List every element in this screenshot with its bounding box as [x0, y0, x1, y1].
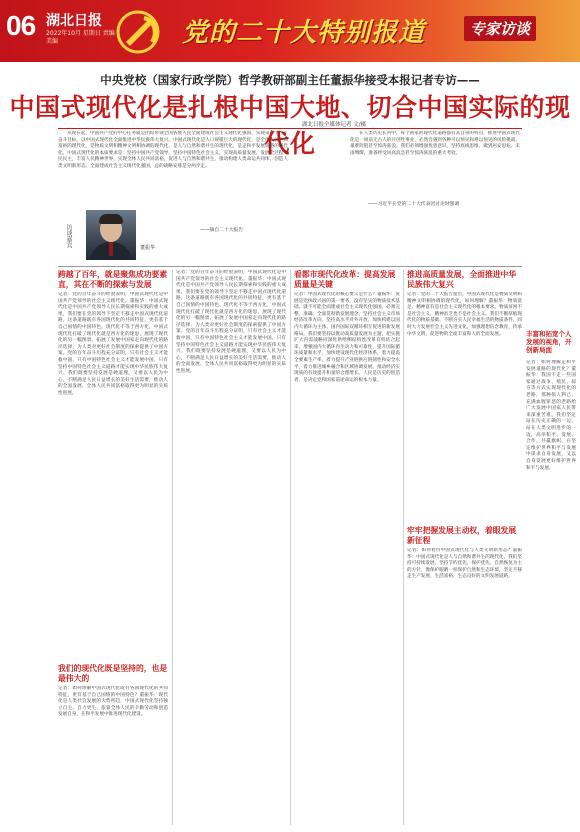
qa-answer: 记者：党的百年奋斗的经验表明，中国式现代化是中国共产党领导的社会主义现代化。董振华：中国式现代化是中国共产党领导人民长期探索和实践的重大成果，我们要在党的领导下坚定不移走中国式现代化道路，这条道路既有各国现代化的共同特征，更有基于自己国情的中国特色。现代化不等于西方化，中国式现代化打破了现代化就是西方化的迷思，展现了现代化的另一幅图景，拓展了发展中国家走向现代化的路径选择，为人类对更好社会制度的探索提供了中国方案。党的百年奋斗历程充分证明，只有社会主义才能救中国，只有中国特色社会主义才能发展中国，只有坚持中国特色社会主义道路才能实现中华民族伟大复兴。我们既要坚持发展是硬道理，又要以人民为中心，不断满足人民日益增长的美好生活需要，推动人的全面发展、全体人民共同富裕取得更为明显的实质性进展。	[58, 292, 168, 396]
qa-question: 推进高质量发展，全面推进中华民族伟大复兴	[407, 270, 517, 289]
column-divider	[403, 270, 404, 825]
portrait-caption: 访谈嘉宾	[65, 224, 72, 248]
qa-answer: 记者：中国式现代化的核心要义是什么？董振华：发展是党执政兴国的第一要务，没有坚实的物质技术基础，就不可能全面建成社会主义现代化强国。必须完整、准确、全面贯彻新发展理念，坚持社会主义市场经济改革方向，坚持高水平对外开放，加快构建以国内大循环为主体、国内国际双循环相互促进的新发展格局。我们要坚持以推动高质量发展为主题，把实施扩大内需战略同深化供给侧结构性改革有机结合起来，增强国内大循环内生动力和可靠性，提升国际循环质量和水平，加快建设现代化经济体系，着力提高全要素生产率，着力提升产业链供应链韧性和安全水平，着力推进城乡融合和区域协调发展，推动经济实现质的有效提升和量的合理增长。人民是历史的创造者，是决定党和国家前途命运的根本力量。	[294, 292, 400, 383]
page-number: 06	[6, 10, 36, 41]
article-headline: 中国式现代化是扎根中国大地、切合中国实际的现代化	[9, 93, 571, 158]
column-divider	[172, 270, 173, 825]
qa-question: 跨越了百年，就是聚焦成功要素直，其在不断的探索与发展	[58, 270, 168, 289]
interviewee-photo	[86, 210, 136, 260]
qa-question: 看都市现代化改革：提高发展质量是关键	[294, 270, 396, 289]
article-kicker: 中央党校（国家行政学院）哲学教研部副主任董振华接受本报记者专访——	[100, 73, 480, 87]
feature-subtitle: 专家访谈	[464, 16, 536, 41]
qa-answer: 记者：党的二十大报告提出，中国式现代化是物质文明和精神文明相协调的现代化，如何理解？董振华：物质富足、精神富有是社会主义现代化的根本要求。物质贫困不是社会主义，精神贫乏也不是社会主义。我们不断厚植现代化的物质基础，不断夯实人民幸福生活的物质条件，同时大力发展社会主义先进文化，加强理想信念教育，传承中华文明，促进物的全面丰富和人的全面发展。	[407, 292, 522, 337]
qa-answer: 记者：如何理解中国式现代化既有各国现代化的共同特征，更有基于自己国情的中国特色？董振华：现代化是人类社会发展的大势所趋，中国式现代化坚持独立自主、自力更生，依靠全体人民的辛勤劳动和创造发展自身，在和平发展中推进现代化建设。	[58, 686, 168, 718]
feature-title: 党的二十大特别报道	[182, 18, 426, 48]
column-divider	[290, 270, 291, 825]
article-byline: 湖北日报全媒体记者 文/摄	[302, 122, 367, 128]
section-divider	[58, 266, 522, 267]
lead-source-right: ——习近平在党的二十大代表团讨论时强调	[368, 202, 460, 207]
qa-answer: 记者：如何看待中国式现代化与人类文明新形态？董振华：中国式现代化是人与自然和谐共生的现代化，我们坚持可持续发展，坚持节约优先、保护优先、自然恢复为主的方针，像保护眼睛一样保护自然和生态环境，坚定不移走生产发展、生活富裕、生态良好的文明发展道路。	[407, 548, 522, 580]
headline-divider	[58, 128, 522, 129]
qa-answer: 记者：如何理解走和平发展道路的现代化？董振华：我国不走一些国家通过战争、殖民、掠夺等方式实现现代化的老路，那种损人利己、充满血腥罪恶的老路给广大发展中国家人民带来深重苦难。我们坚定站在历史正确的一边、站在人类文明进步的一边，高举和平、发展、合作、共赢旗帜，在坚定维护世界和平与发展中谋求自身发展，又以自身发展更好维护世界和平与发展。	[526, 360, 576, 471]
header-banner	[0, 0, 580, 62]
qa-answer: 记者：党的百年奋斗的经验表明，中国式现代化是中国共产党领导的社会主义现代化。董振华：中国式现代化是中国共产党领导人民长期探索和实践的重大成果，我们要在党的领导下坚定不移走中国式现代化道路，这条道路既有各国现代化的共同特征，更有基于自己国情的中国特色。现代化不等于西方化，中国式现代化打破了现代化就是西方化的迷思，展现了现代化的另一幅图景，拓展了发展中国家走向现代化的路径选择，为人类对更好社会制度的探索提供了中国方案。党的百年奋斗历程充分证明，只有社会主义才能救中国，只有中国特色社会主义才能发展中国，只有坚持中国特色社会主义道路才能实现中华民族伟大复兴。我们既要坚持发展是硬道理，又要以人民为中心，不断满足人民日益增长的美好生活需要，推动人的全面发展、全体人民共同富裕取得更为明显的实质性进展。	[176, 270, 286, 374]
paper-meta: 2022年10月 星期日 责编 美编	[46, 30, 115, 45]
qa-question: 丰富和拓宽个人发展的视角，开创新局面	[526, 330, 572, 354]
paper-name: 湖北日报	[46, 13, 102, 29]
interviewee-name: 董振华	[140, 245, 156, 251]
lead-source-left: ——摘自二十大报告	[200, 228, 244, 233]
lead-paragraph: 在人类历史长河中，每个国家的现代化道路都有其自身的特点，推进中国式现代化是一项前无古人的开创性事业，必然会遇到各种可以预见和难以预见的风险挑战、艰难险阻甚至惊涛骇浪。我们必须增强忧患意识，坚持底线思维，做到居安思危、未雨绸缪，准备经受风高浪急甚至惊涛骇浪的重大考验。	[350, 131, 520, 156]
lead-text-right	[350, 131, 520, 207]
qa-question: 牢牢把握发展主动权，着眼发展新征程	[407, 526, 517, 545]
lead-paragraph: 从现在起，中国共产党的中心任务就是团结带领全国各族人民全面建成社会主义现代化强国、实现第二个百年奋斗目标，以中国式现代化全面推进中华民族伟大复兴。中国式现代化是人口规模巨大的现代化，是全体人民共同富裕的现代化，是物质文明和精神文明相协调的现代化，是人与自然和谐共生的现代化，是走和平发展道路的现代化。中国式现代化的本质要求是：坚持中国共产党领导，坚持中国特色社会主义，实现高质量发展，发展全过程人民民主，丰富人民精神世界，实现全体人民共同富裕，促进人与自然和谐共生，推动构建人类命运共同体，创造人类文明新形态。全面建成社会主义现代化强国，总的战略安排是分两步走。	[58, 131, 288, 169]
qa-question: 我们的现代化既是坚持的，也是最伟大的	[58, 664, 168, 683]
party-emblem-icon	[108, 4, 172, 58]
